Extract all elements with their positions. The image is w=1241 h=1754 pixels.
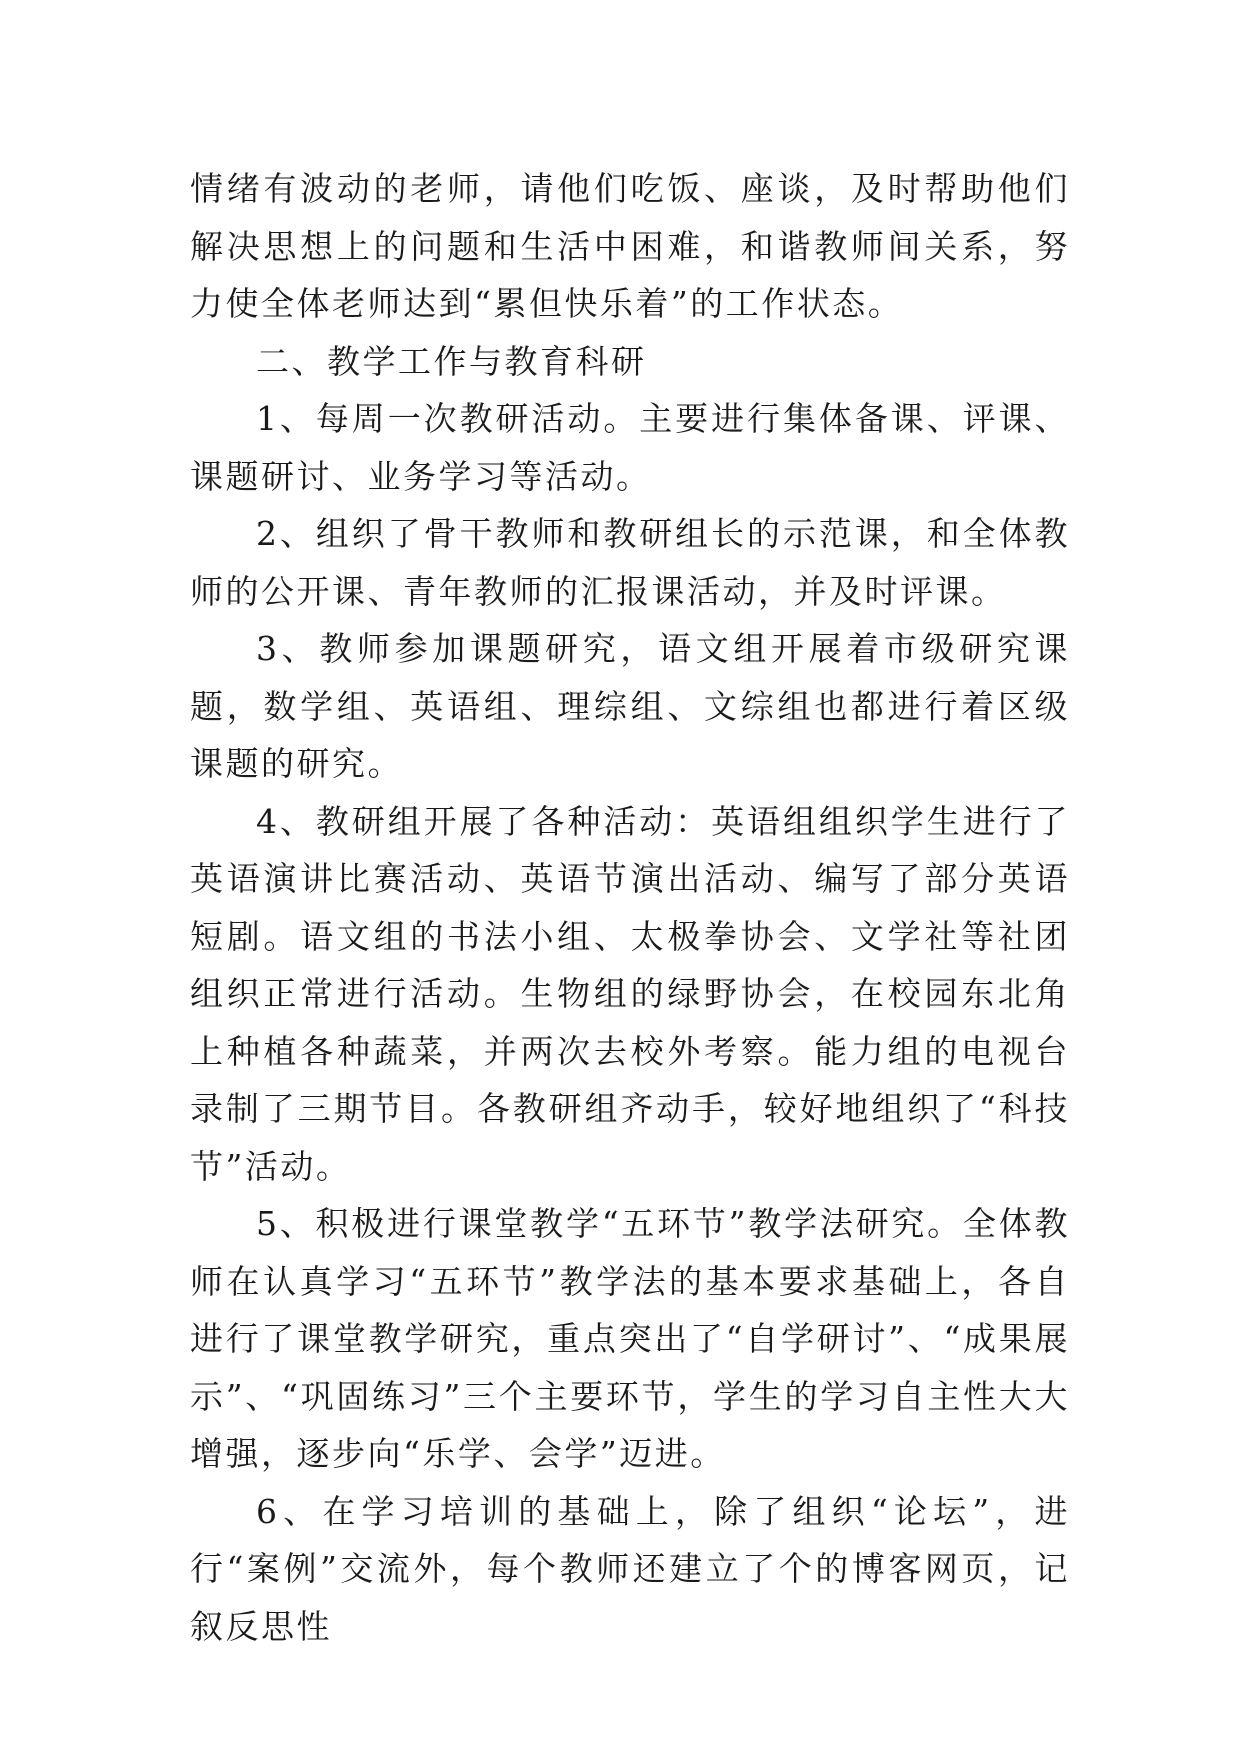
paragraph-item-6: 6、在学习培训的基础上，除了组织“论坛”，进行“案例”交流外，每个教师还建立了个的博客网页，记叙反思性 (190, 1491, 1070, 1646)
section-heading-teaching-research: 二、教学工作与教育科研 (256, 341, 647, 381)
paragraph-continued: 情绪有波动的老师，请他们吃饭、座谈，及时帮助他们解决思想上的问题和生活中困难，和谐教师间关系，努力使全体老师达到“累但快乐着”的工作状态。 (190, 169, 1070, 323)
paragraph-item-2: 2、组织了骨干教师和教研组长的示范课，和全体教师的公开课、青年教师的汇报课活动，并及时评课。 (190, 514, 1070, 611)
document-body (190, 160, 1070, 1655)
paragraph-item-1: 1、每周一次教研活动。主要进行集体备课、评课、课题研讨、业务学习等活动。 (190, 399, 1070, 496)
paragraph-item-5: 5、积极进行课堂教学“五环节”教学法研究。全体教师在认真学习“五环节”教学法的基本要求基础上，各自进行了课堂教学研究，重点突出了“自学研讨”、“成果展示”、“巩固练习”三个主要环节，学生的学习自主性大大增强，逐步向“乐学、会学”迈进。 (190, 1204, 1070, 1473)
paragraph-item-3: 3、教师参加课题研究，语文组开展着市级研究课题，数学组、英语组、理综组、文综组也都进行着区级课题的研究。 (190, 629, 1070, 783)
paragraph-item-4: 4、教研组开展了各种活动：英语组组织学生进行了英语演讲比赛活动、英语节演出活动、编写了部分英语短剧。语文组的书法小组、太极拳协会、文学社等社团组织正常进行活动。生物组的绿野协会，在校园东北角上种植各种蔬菜，并两次去校外考察。能力组的电视台录制了三期节目。各教研组齐动手，较好地组织了“科技节”活动。 (190, 801, 1070, 1186)
